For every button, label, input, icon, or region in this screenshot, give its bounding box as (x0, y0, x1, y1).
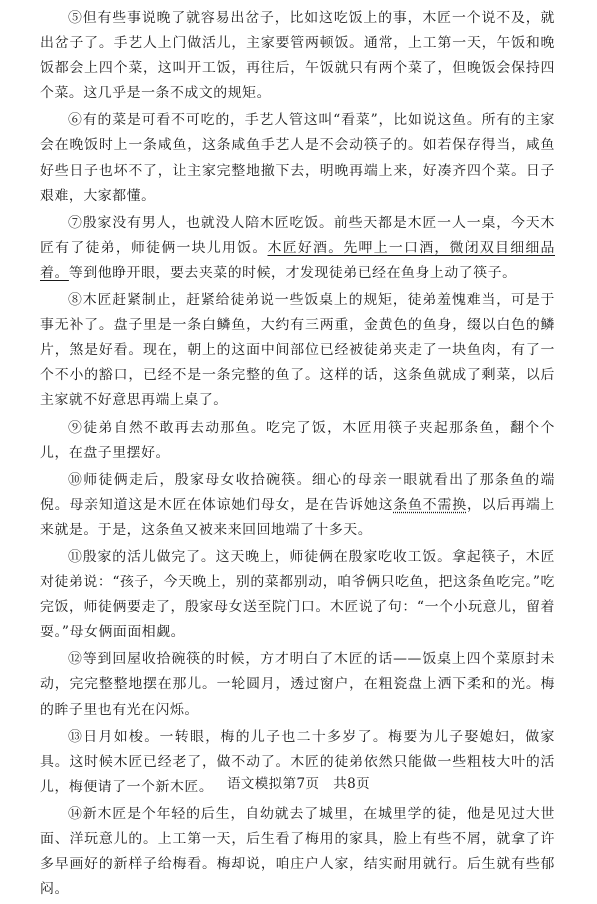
paragraph-p6 (40, 108, 555, 208)
paragraph-text: ⑧木匠赶紧制止，赶紧给徒弟说一些饭桌上的规矩，徒弟羞愧难当，可是于事无补了。盘子里是一条白鳞鱼，大约有三两重，金黄色的鱼身，缀以白色的鳞片，煞是好看。现在，朝上的这面中间部位已经被徒弟夹走了一块鱼肉，有了一个不小的豁口，已经不是一条完整的鱼了。这样的话，这条鱼就成了剩菜，以后主家就不好意思再端上桌了。 (40, 292, 555, 409)
paragraph-p10 (40, 468, 555, 543)
paragraph-text: ⑬日月如梭。一转眼，梅的儿子也二十多岁了。梅要为儿子娶媳妇，做家具。这时候木匠已经老了，做不动了。木匠的徒弟依然只能做一些粗枝大叶的活儿，梅便请了一个新木匠。 (40, 728, 555, 795)
paragraph-text: ⑪殷家的活儿做完了。这天晚上，师徒俩在殷家吃收工饭。拿起筷子，木匠对徒弟说：“孩子，今天晚上，别的菜都别动，咱爷俩只吃鱼，把这条鱼吃完。”吃完饭，师徒俩要走了，殷家母女送至院门口。木匠说了句：“一个小玩意儿，留着耍。”母女俩面面相觑。 (40, 548, 555, 641)
paragraph-p12 (40, 647, 555, 722)
paragraph-p7 (40, 211, 555, 286)
paragraph-p8 (40, 288, 555, 413)
paragraph-p9 (40, 416, 555, 466)
paragraph-p11 (40, 545, 555, 645)
reading-passage (40, 6, 555, 904)
paragraph-text: ⑭新木匠是个年轻的后生，自幼就去了城里，在城里学的徒，他是见过大世面、洋玩意儿的。上工第一天，后生看了梅用的家具，脸上有些不屑，就拿了许多早画好的新样子给梅看。梅却说，咱庄户人家，结实耐用就行。后生就有些郁闷。 (40, 805, 555, 898)
paragraph-text: ⑥有的菜是可看不可吃的，手艺人管这叫“看菜”，比如说这鱼。所有的主家会在晚饭时上一条咸鱼，这条咸鱼手艺人是不会动筷子的。如若保存得当，咸鱼好些日子也坏不了，让主家完整地撤下去，明晚再端上来，好凑齐四个菜。日子艰难，大家都懂。 (40, 112, 555, 204)
paragraph-p5 (40, 6, 555, 106)
paragraph-text: ⑨徒弟自然不敢再去动那鱼。吃完了饭，木匠用筷子夹起那条鱼，翻个个儿，在盘子里摆好。 (40, 419, 555, 461)
paragraph-text: ⑦殷家没有男人，也就没人陪木匠吃饭。前些天都是木匠一人一桌，今天木匠有了徒弟，师徒俩一块儿用饭。 (40, 214, 555, 256)
page-footer: 语文模拟第7页 共8页 (226, 776, 371, 792)
dotted-emphasis: 条鱼不需换 (393, 496, 467, 513)
paragraph-p14 (40, 802, 555, 902)
paragraph-text: ，以后再端上来就是。于是，这条鱼又被来来回回地端了十多天。 (40, 496, 555, 538)
paragraph-text: ⑫等到回屋收拾碗筷的时候，方才明白了木匠的话——饭桌上四个菜原封未动，完完整整地摆在那儿。一轮圆月，透过窗户，在粗瓷盘上洒下柔和的光。梅的眸子里也有光在闪烁。 (40, 651, 555, 718)
underlined-sentence: 木匠好酒。先呷上一口酒，微闭双目细细品着。 (40, 239, 555, 281)
paragraph-text: ⑩师徒俩走后，殷家母女收拾碗筷。细心的母亲一眼就看出了那条鱼的端倪。母亲知道这是木匠在体谅她们母女，是在告诉她这 (40, 471, 555, 513)
paragraph-text: ⑤但有些事说晚了就容易出岔子，比如这吃饭上的事，木匠一个说不及，就出岔子了。手艺人上门做活儿，主家要管两顿饭。通常，上工第一天，午饭和晚饭都会上四个菜，这叫开工饭，再往后，午饭就只有两个菜了，但晚饭会保持四个菜。这几乎是一条不成文的规矩。 (40, 10, 555, 102)
paragraph-text: 等到他睁开眼，要去夹菜的时候，才发现徒弟已经在鱼身上动了筷子。 (68, 264, 517, 281)
